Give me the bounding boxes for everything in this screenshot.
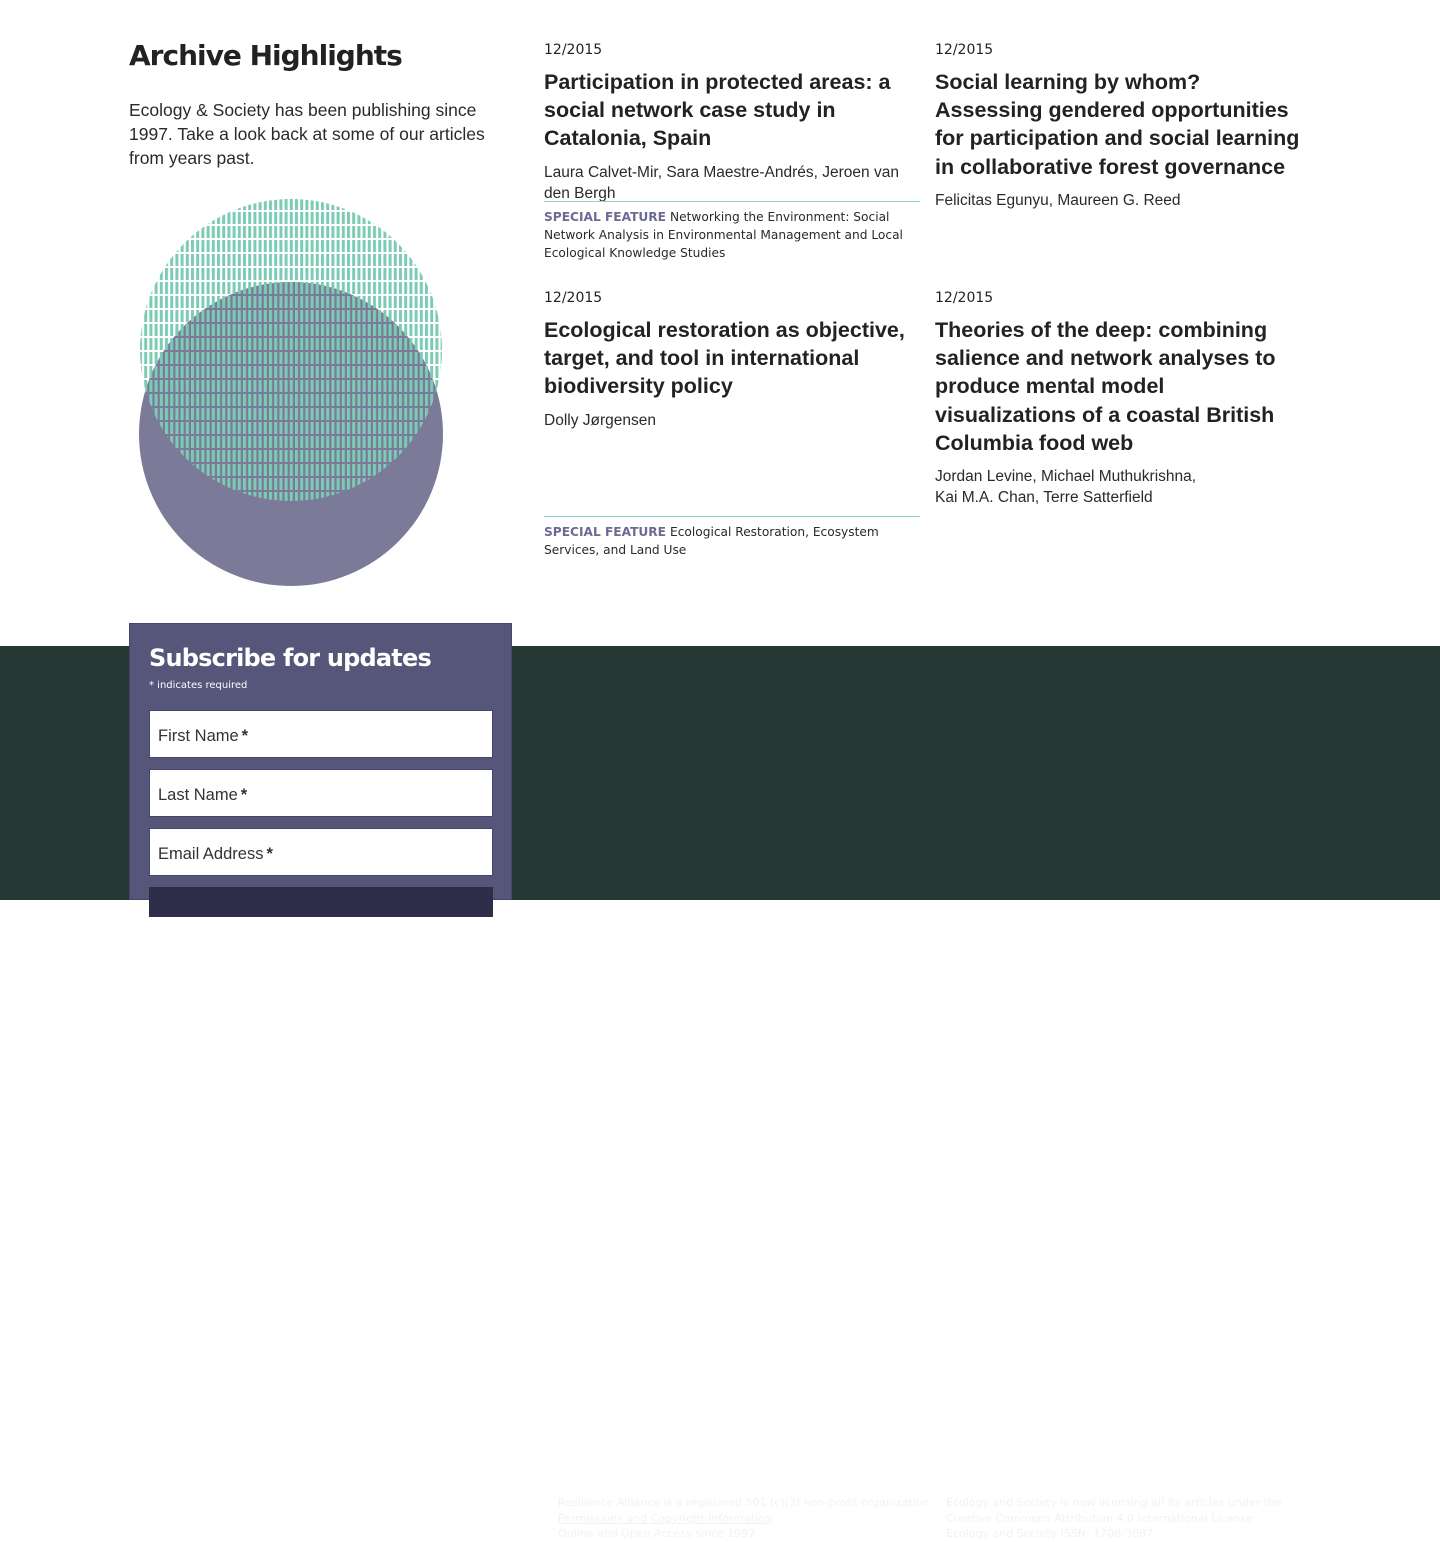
footer-info-left	[558, 1495, 930, 1542]
article-date: 12/2015	[544, 42, 603, 58]
venn-illustration	[139, 198, 444, 588]
required-asterisk: *	[240, 786, 248, 804]
archive-intro	[129, 38, 499, 170]
subscribe-heading: Subscribe for updates	[149, 644, 431, 672]
footer-link-journal-policies[interactable]: Journal Policies	[558, 1443, 693, 1463]
subscribe-form	[129, 623, 512, 900]
article-card	[544, 41, 920, 204]
footer-link-open-access-policy[interactable]: Open Access Policy	[746, 1364, 913, 1384]
article-card	[935, 289, 1295, 508]
footer-info-right	[946, 1495, 1311, 1542]
article-title-link[interactable]: Participation in protected areas: a social network case study in Catalonia, Spain	[544, 70, 891, 151]
article-authors: Dolly Jørgensen	[544, 411, 656, 429]
special-feature[interactable]	[544, 516, 920, 559]
footer-link-submit-article[interactable]: Submit an Article	[558, 1335, 702, 1355]
footer-nav	[558, 1335, 946, 1464]
special-feature[interactable]	[544, 201, 920, 262]
required-asterisk: *	[241, 727, 249, 745]
article-authors: Felicitas Egunyu, Maureen G. Reed	[935, 191, 1181, 209]
special-feature-title: Ecological Restoration, Ecosystem Services, and Land Use	[544, 525, 879, 557]
article-card	[935, 41, 1311, 211]
article-card	[544, 289, 920, 431]
special-feature-tag: SPECIAL FEATURE	[544, 525, 667, 539]
footer-link-submission-guidelines[interactable]: Submission Guidelines	[558, 1364, 658, 1405]
subscribe-button[interactable]	[149, 887, 493, 917]
last-name-field[interactable]	[149, 769, 493, 817]
email-field[interactable]	[149, 828, 493, 876]
first-name-field[interactable]	[149, 710, 493, 758]
archive-description: Ecology & Society has been publishing since 1997. Take a look back at some of our articles from years past.	[129, 100, 485, 168]
archive-section	[0, 0, 1440, 646]
footer-link-contact[interactable]: Contact	[746, 1443, 812, 1463]
issn: Ecology and Society ISSN: 1708-3087	[946, 1527, 1154, 1541]
permissions-link[interactable]: Permissions and Copyright Information	[558, 1511, 772, 1525]
article-date: 12/2015	[935, 290, 994, 306]
email-label: Email Address	[158, 845, 264, 863]
required-asterisk: *	[266, 845, 273, 863]
special-feature-title: Networking the Environment: Social Network Analysis in Environmental Management and Local Ecological Knowledge Studies	[544, 210, 903, 260]
article-title-link[interactable]: Ecological restoration as objective, target, and tool in international biodiversity policy	[544, 318, 905, 399]
article-authors: Laura Calvet-Mir, Sara Maestre-Andrés, Jeroen van den Bergh	[544, 163, 899, 202]
article-authors: Jordan Levine, Michael Muthukrishna, Kai M.A. Chan, Terre Satterfield	[935, 468, 1197, 507]
last-name-label: Last Name	[158, 786, 238, 804]
article-date: 12/2015	[935, 42, 994, 58]
patterned-circle	[140, 199, 442, 501]
footer-link-current-issue[interactable]: Current Issue	[558, 1414, 671, 1434]
footer-link-find-back-issues[interactable]: Find Back Issues	[746, 1335, 889, 1355]
article-title-link[interactable]: Social learning by whom? Assessing gendered opportunities for participation and social learning in collaborative forest governance	[935, 70, 1300, 179]
article-date: 12/2015	[544, 290, 603, 306]
license-statement: Ecology and Society is now licensing all its articles under the Creative Commons Attribution 4.0 International License	[946, 1496, 1282, 1525]
first-name-label: First Name	[158, 727, 239, 745]
special-feature-tag: SPECIAL FEATURE	[544, 210, 667, 224]
open-access-since: Online and Open Access since 1997	[558, 1527, 756, 1541]
archive-heading: Archive Highlights	[129, 39, 402, 72]
nonprofit-statement: Resilience Alliance is a registered 501 (c)(3) non-profit organization	[558, 1496, 930, 1509]
article-title-link[interactable]: Theories of the deep: combining salience and network analyses to produce mental model visualizations of a coastal British Columbia food web	[935, 318, 1276, 455]
footer-link-find-features[interactable]: Find Features	[746, 1414, 861, 1434]
required-note: * indicates required	[149, 680, 248, 691]
